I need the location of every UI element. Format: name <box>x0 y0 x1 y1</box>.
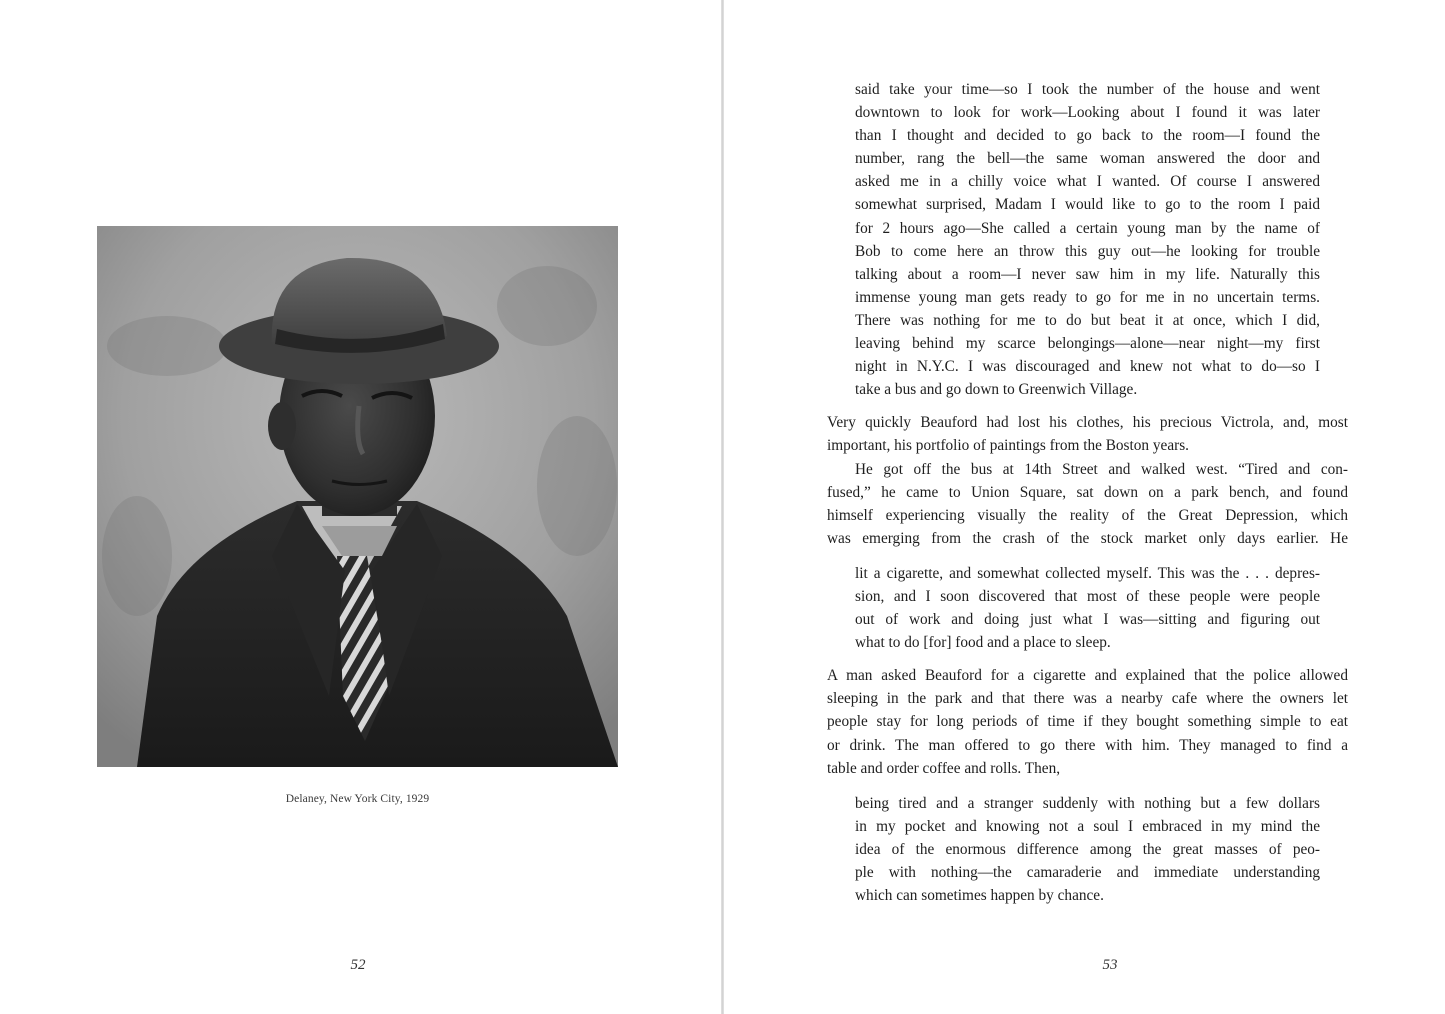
portrait-photograph <box>97 226 618 767</box>
text-line: night in N.Y.C. I was discouraged and knew not what to do—so I <box>855 358 1320 376</box>
text-line: out of work and doing just what I was—sitting and figuring out <box>855 611 1320 629</box>
text-line: asked me in a chilly voice what I wanted. Of course I answered <box>855 173 1320 191</box>
text-line: Very quickly Beauford had lost his clothes, his precious Victrola, and, most <box>827 414 1348 432</box>
text-line: table and order coffee and rolls. Then, <box>827 759 1061 777</box>
paragraph <box>827 411 1348 457</box>
text-line: take a bus and go down to Greenwich Village. <box>855 381 1138 399</box>
text-line: idea of the enormous difference among the great masses of peo- <box>855 840 1320 858</box>
text-line: talking about a room—I never saw him in my life. Naturally this <box>855 265 1320 283</box>
text-line: than I thought and decided to go back to the room—I found the <box>855 127 1320 145</box>
text-line: immense young man gets ready to go for me in no uncertain terms. <box>855 288 1320 306</box>
block-quote <box>827 792 1348 907</box>
text-line: sion, and I soon discovered that most of these people were people <box>855 587 1320 605</box>
text-line: being tired and a stranger suddenly with nothing but a few dollars <box>855 794 1320 812</box>
text-line: somewhat surprised, Madam I would like to go to the room I paid <box>855 196 1320 214</box>
text-line: lit a cigarette, and somewhat collected myself. This was the . . . depres- <box>855 564 1320 582</box>
paragraph <box>827 458 1348 550</box>
text-line: He got off the bus at 14th Street and walked west. “Tired and con- <box>855 460 1348 478</box>
page-number: 52 <box>350 957 366 973</box>
text-line: leaving behind my scarce belongings—alone—near night—my first <box>855 335 1320 353</box>
photo-caption: Delaney, New York City, 1929 <box>285 793 430 805</box>
text-line: There was nothing for me to do but beat it at once, which I did, <box>855 311 1320 329</box>
text-line: in my pocket and knowing not a soul I embraced in my mind the <box>855 817 1320 835</box>
right-page <box>724 0 1445 1014</box>
text-line: people stay for long periods of time if they bought something simple to eat <box>827 713 1348 731</box>
text-line: himself experiencing visually the reality of the Great Depression, which <box>827 506 1348 524</box>
text-line: sleeping in the park and that there was a nearby cafe where the owners let <box>827 690 1348 708</box>
text-line: fused,” he came to Union Square, sat down on a park bench, and found <box>827 483 1348 501</box>
text-line: was emerging from the crash of the stock market only days earlier. He <box>827 529 1348 547</box>
text-line: what to do [for] food and a place to sleep. <box>855 634 1111 652</box>
left-page <box>0 0 722 1014</box>
text-line: ple with nothing—the camaraderie and immediate understanding <box>855 864 1320 881</box>
text-line: number, rang the bell—the same woman answered the door and <box>855 150 1320 168</box>
block-quote <box>827 78 1348 401</box>
paragraph <box>827 664 1348 779</box>
text-line: or drink. The man offered to go there with him. They managed to find a <box>827 736 1348 754</box>
text-line: A man asked Beauford for a cigarette and explained that the police allowed <box>827 667 1348 685</box>
text-line: said take your time—so I took the number of the house and went <box>855 81 1320 98</box>
page-number: 53 <box>1102 957 1118 973</box>
text-line: downtown to look for work—Looking about I found it was later <box>855 104 1320 122</box>
text-line: which can sometimes happen by chance. <box>855 887 1104 905</box>
text-column <box>827 78 1348 907</box>
text-line: important, his portfolio of paintings from the Boston years. <box>827 437 1189 455</box>
text-line: Bob to come here an throw this guy out—he looking for trouble <box>855 242 1320 260</box>
block-quote <box>827 562 1348 654</box>
text-line: for 2 hours ago—She called a certain young man by the name of <box>855 219 1320 237</box>
